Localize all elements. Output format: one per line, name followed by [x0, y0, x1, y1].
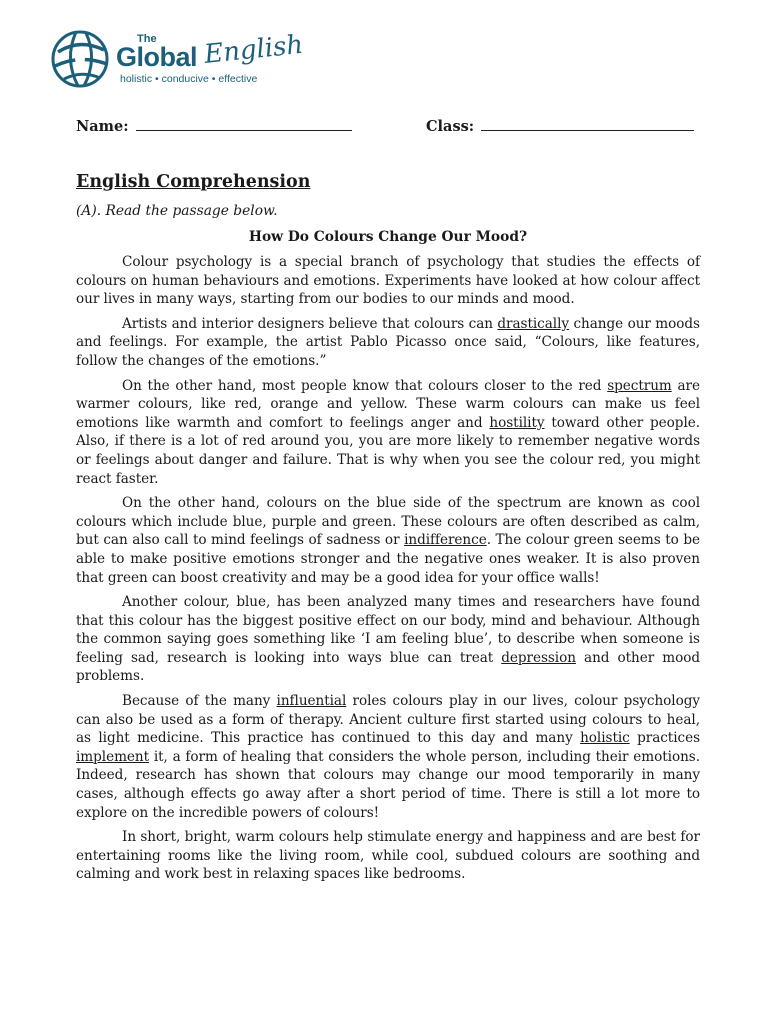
vocabulary-word: spectrum [607, 377, 672, 394]
passage-paragraph [76, 253, 700, 309]
student-info-row [76, 118, 696, 140]
name-field[interactable] [76, 118, 352, 135]
passage-text: are warmer colours, like red, orange and yellow. These warm colours can make us feel emotions like warmth and comfort to feelings anger and [76, 377, 700, 431]
vocabulary-word: holistic [580, 730, 630, 747]
globe-icon [50, 28, 112, 90]
vocabulary-word: depression [501, 649, 576, 666]
global-english-logo [50, 28, 305, 96]
logo-tagline: holistic • conducive • effective [120, 73, 258, 85]
passage-text: practices [629, 730, 701, 747]
logo-the-text: The [137, 33, 157, 45]
class-blank-line[interactable] [481, 118, 694, 131]
vocabulary-word: hostility [489, 414, 545, 431]
passage-text: Another colour, blue, has been analyzed many times and researchers have found that this colour has the biggest positive effect on our body, mind and behaviour. Although the common saying goes something like ‘I am feeling blue’, to describe when someone is feeling sad, research is looking into ways blue can treat [76, 594, 700, 666]
passage-body [76, 253, 700, 890]
passage-text: roles colours play in our lives, colour psychology can also be used as a form of therapy. Ancient culture first started using colours to heal, as light medicine. This practice has continued to this day and many [76, 693, 700, 747]
passage-text: it, a form of healing that considers the whole person, including their emotions. Indeed, research has shown that colours may change our mood temporarily in many cases, although effects go away after a short period of time. There is still a lot more to explore on the incredible powers of colours! [76, 748, 700, 821]
passage-text: and other mood problems. [76, 649, 700, 685]
passage-text: Colour psychology is a special branch of psychology that studies the effects of colours on human behaviours and emotions. Experiments have looked at how colour affect our lives in many ways, starting from our bodies to our minds and mood. [76, 254, 700, 308]
passage-paragraph [76, 828, 700, 884]
vocabulary-word: drastically [497, 315, 570, 332]
name-label: Name: [76, 118, 129, 135]
name-blank-line[interactable] [136, 118, 352, 131]
passage-text: Artists and interior designers believe that colours can [122, 315, 498, 332]
section-heading: English Comprehension [76, 172, 311, 192]
logo-english-script: English [202, 29, 305, 70]
passage-text: . The colour green seems to be able to make positive emotions stronger and the negative ones weaker. It is also proven that green can boost creativity and may be a good idea for your office walls! [76, 532, 700, 586]
passage-paragraph [76, 692, 700, 822]
passage-text: change our moods and feelings. For example, the artist Pablo Picasso once said, “Colours, like features, follow the changes of the emotions.” [76, 315, 700, 369]
passage-paragraph [76, 315, 700, 371]
vocabulary-word: implement [76, 748, 150, 765]
passage-text: On the other hand, colours on the blue side of the spectrum are known as cool colours which include blue, purple and green. These colours are often described as calm, but can also call to mind feelings of sadness or [76, 495, 700, 549]
passage-paragraph [76, 377, 700, 489]
passage-paragraph [76, 494, 700, 587]
class-label: Class: [426, 118, 475, 135]
passage-paragraph [76, 593, 700, 686]
passage-text: Because of the many [122, 693, 277, 710]
passage-text: In short, bright, warm colours help stimulate energy and happiness and are best for entertaining rooms like the living room, while cool, subdued colours are soothing and calming and work best in relaxing spaces like bedrooms. [76, 829, 700, 883]
vocabulary-word: indifference [404, 532, 487, 549]
passage-text: On the other hand, most people know that colours closer to the red [122, 377, 608, 394]
class-field[interactable] [426, 118, 694, 135]
logo-global-text: Global [116, 42, 198, 72]
vocabulary-word: influential [276, 693, 347, 710]
passage-title: How Do Colours Change Our Mood? [248, 229, 528, 245]
passage-text: toward other people. Also, if there is a lot of red around you, you are more likely to remember negative words or feelings about danger and failure. That is why when you see the colour red, you might react faster. [76, 414, 701, 487]
instruction-text: (A). Read the passage below. [76, 203, 278, 219]
